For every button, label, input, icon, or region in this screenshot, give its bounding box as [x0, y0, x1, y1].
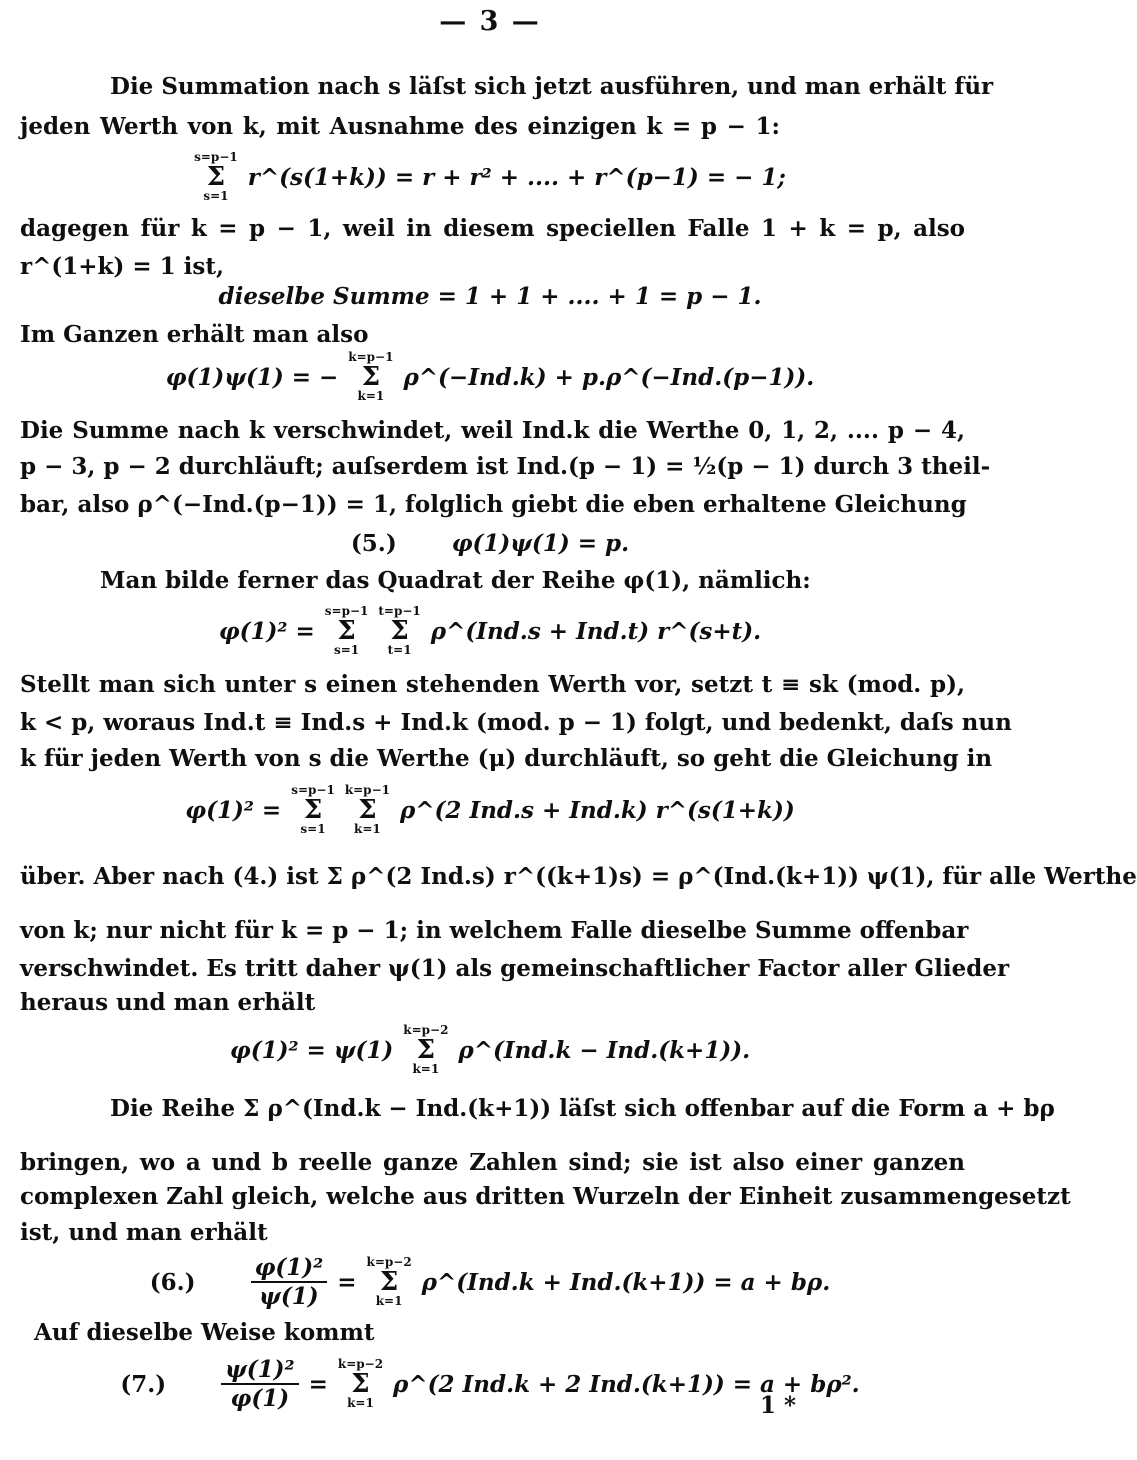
sum-upper-limit: s=p−1: [291, 783, 335, 797]
equation-lhs: φ(1)² =: [218, 617, 315, 645]
equation-body: dieselbe Summe = 1 + 1 + .... + 1 = p − 1.: [218, 282, 762, 310]
fraction-numerator: ψ(1)²: [221, 1357, 299, 1385]
sheet-signature-mark: 1 *: [760, 1392, 797, 1419]
text-line-3: dagegen für k = p − 1, weil in diesem speciellen Falle 1 + k = p, also: [20, 215, 965, 242]
equation-3: [0, 344, 980, 410]
fraction-denominator: φ(1): [230, 1385, 290, 1412]
equation-body: ρ^(Ind.s + Ind.t) r^(s+t).: [430, 617, 762, 645]
sum-operator: [345, 784, 390, 836]
text-line-2: jeden Werth von k, mit Ausnahme des einzigen k = p − 1:: [20, 113, 780, 140]
text-line-5: Im Ganzen erhält man also: [20, 321, 369, 348]
text-line-18: bringen, wo a und b reelle ganze Zahlen sind; sie ist also einer ganzen: [20, 1149, 965, 1176]
sum-operator: [338, 1358, 383, 1410]
equation-body: ρ^(Ind.k + Ind.(k+1)) = a + bρ.: [421, 1268, 831, 1296]
text-line-19: complexen Zahl gleich, welche aus dritten Wurzeln der Einheit zusammengesetzt: [20, 1183, 1071, 1210]
text-line-20: ist, und man erhält: [20, 1219, 268, 1246]
equation-1: [0, 146, 980, 208]
equation-2: [0, 280, 980, 312]
fraction-denominator: ψ(1): [259, 1283, 319, 1310]
sigma-symbol: Σ: [351, 1369, 370, 1399]
sum-lower-limit: s=1: [300, 822, 326, 836]
equation-4: [0, 526, 980, 560]
sum-upper-limit: s=p−1: [194, 150, 238, 164]
equation-7: [0, 1016, 980, 1084]
text-line-16: heraus und man erhält: [20, 989, 316, 1016]
sum-upper-limit: k=p−2: [403, 1023, 449, 1037]
equation-body: ρ^(2 Ind.s + Ind.k) r^(s(1+k)): [399, 796, 795, 824]
sum-operator: [378, 605, 420, 657]
equation-lhs: φ(1)² =: [185, 796, 282, 824]
text-line-4: r^(1+k) = 1 ist,: [20, 253, 224, 280]
sum-lower-limit: k=1: [354, 822, 381, 836]
sum-upper-limit: k=p−2: [337, 1357, 384, 1371]
fraction-numerator: φ(1)²: [251, 1255, 328, 1283]
sum-operator: [403, 1024, 448, 1076]
equation-9: [0, 1346, 980, 1422]
equation-body: ρ^(2 Ind.k + 2 Ind.(k+1)) = a + bρ².: [393, 1370, 860, 1398]
text-line-10: Stellt man sich unter s einen stehenden Werth vor, setzt t ≡ sk (mod. p),: [20, 671, 965, 698]
sum-upper-limit: s=p−1: [324, 604, 369, 618]
text-line-13: über. Aber nach (4.) ist Σ ρ^(2 Ind.s) r^((k+1)s) = ρ^(Ind.(k+1)) ψ(1), für alle Werthe: [20, 863, 1137, 890]
text-line-17: Die Reihe Σ ρ^(Ind.k − Ind.(k+1)) läſst sich offenbar auf die Form a + bρ: [110, 1095, 1055, 1122]
text-line-11: k < p, woraus Ind.t ≡ Ind.s + Ind.k (mod. p − 1) folgt, und bedenkt, daſs nun: [20, 709, 1012, 736]
equals-sign: =: [308, 1370, 328, 1398]
sum-operator: [194, 151, 238, 203]
text-line-21: Auf dieselbe Weise kommt: [34, 1319, 375, 1346]
sum-upper-limit: k=p−1: [344, 783, 390, 797]
sigma-symbol: Σ: [337, 616, 356, 646]
text-line-12: k für jeden Werth von s die Werthe (μ) durchläuft, so geht die Gleichung in: [20, 745, 993, 772]
fraction: [251, 1255, 328, 1310]
sigma-symbol: Σ: [379, 1267, 399, 1297]
sum-operator: [367, 1256, 412, 1308]
sum-lower-limit: s=1: [334, 643, 360, 657]
equation-body: r^(s(1+k)) = r + r² + .... + r^(p−1) = − 1;: [247, 163, 786, 191]
text-line-6: Die Summe nach k verschwindet, weil Ind.k die Werthe 0, 1, 2, .... p − 4,: [20, 417, 965, 444]
sum-upper-limit: t=p−1: [378, 604, 421, 618]
text-line-14: von k; nur nicht für k = p − 1; in welchem Falle dieselbe Summe offenbar: [20, 917, 969, 944]
sigma-symbol: Σ: [416, 1035, 436, 1065]
sum-lower-limit: k=1: [347, 1396, 374, 1410]
sum-operator: [348, 351, 393, 403]
page-number: — 3 —: [439, 6, 541, 37]
sigma-symbol: Σ: [303, 795, 323, 825]
equation-number: (6.): [149, 1268, 196, 1296]
sigma-symbol: Σ: [206, 162, 226, 192]
sum-lower-limit: s=1: [203, 189, 229, 203]
equation-lhs: φ(1)ψ(1) = −: [165, 363, 339, 391]
equation-8: [0, 1244, 980, 1320]
sigma-symbol: Σ: [390, 616, 409, 646]
sigma-symbol: Σ: [361, 362, 381, 392]
sum-lower-limit: k=1: [357, 389, 385, 403]
equation-6: [0, 776, 980, 844]
equation-number: (7.): [120, 1370, 167, 1398]
sum-lower-limit: k=1: [412, 1062, 440, 1076]
text-line-9: Man bilde ferner das Quadrat der Reihe φ(1), nämlich:: [100, 567, 811, 594]
equation-number: (5.): [350, 529, 397, 557]
sum-lower-limit: k=1: [375, 1294, 403, 1308]
sigma-symbol: Σ: [358, 795, 377, 825]
equation-lhs: φ(1)² = ψ(1): [229, 1036, 394, 1064]
text-line-1: Die Summation nach s läſst sich jetzt ausführen, und man erhält für: [110, 73, 994, 100]
text-line-7: p − 3, p − 2 durchläuft; auſserdem ist Ind.(p − 1) = ½(p − 1) durch 3 theil-: [20, 453, 991, 480]
equation-body: ρ^(Ind.k − Ind.(k+1)).: [458, 1036, 751, 1064]
equals-sign: =: [337, 1268, 357, 1296]
sum-upper-limit: k=p−2: [366, 1255, 412, 1269]
fraction: [221, 1357, 299, 1412]
equation-body: ρ^(−Ind.k) + p.ρ^(−Ind.(p−1)).: [403, 363, 815, 391]
text-line-8: bar, also ρ^(−Ind.(p−1)) = 1, folglich giebt die eben erhaltene Gleichung: [20, 491, 967, 518]
text-line-15: verschwindet. Es tritt daher ψ(1) als gemeinschaftlicher Factor aller Glieder: [20, 955, 1010, 982]
sum-lower-limit: t=1: [387, 643, 412, 657]
sum-operator: [325, 605, 369, 657]
sum-operator: [291, 784, 335, 836]
equation-body: φ(1)ψ(1) = p.: [451, 529, 630, 557]
sum-upper-limit: k=p−1: [348, 350, 394, 364]
equation-5: [0, 598, 980, 664]
